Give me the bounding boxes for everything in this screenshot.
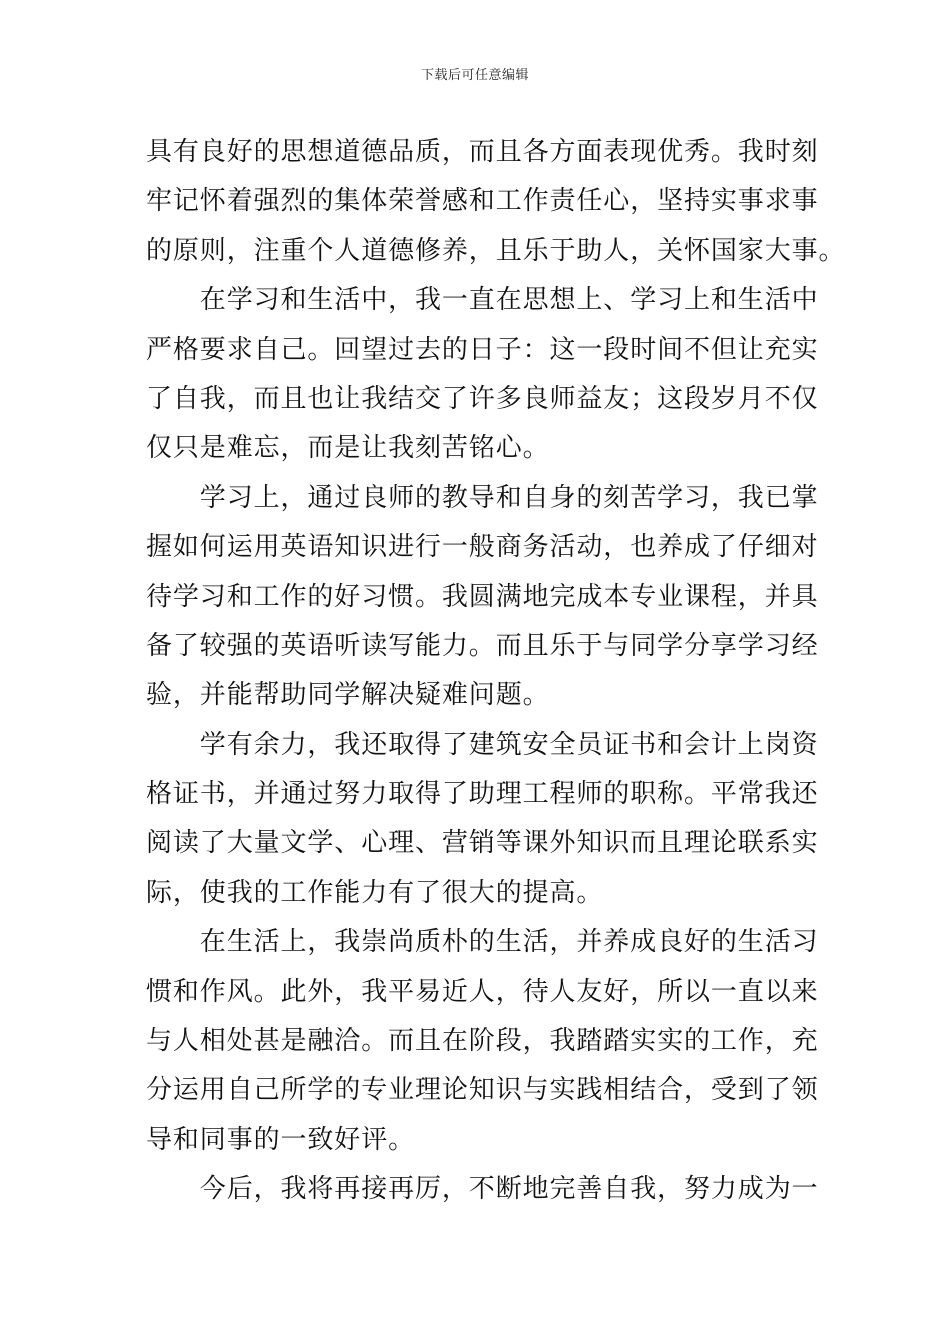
text-line: 牢记怀着强烈的集体荣誉感和工作责任心，坚持实事求事	[146, 186, 819, 217]
text-line: 在学习和生活中，我一直在思想上、学习上和生活中	[146, 285, 819, 316]
text-line: 际，使我的工作能力有了很大的提高。	[146, 877, 604, 908]
text-line: 分运用自己所学的专业理论知识与实践相结合，受到了领	[146, 1075, 819, 1106]
text-line: 格证书，并通过努力取得了助理工程师的职称。平常我还	[146, 779, 819, 810]
text-line: 阅读了大量文学、心理、营销等课外知识而且理论联系实	[146, 828, 819, 859]
text-line: 导和同事的一致好评。	[146, 1124, 416, 1155]
text-line: 仅只是难忘，而是让我刻苦铭心。	[146, 433, 550, 464]
header-note: 下载后可任意编辑	[420, 68, 529, 83]
text-line: 验，并能帮助同学解决疑难问题。	[146, 680, 550, 711]
text-line: 今后，我将再接再厉，不断地完善自我，努力成为一	[146, 1174, 819, 1205]
document-body	[146, 128, 846, 1215]
text-line: 备了较强的英语听读写能力。而且乐于与同学分享学习经	[146, 630, 819, 661]
text-line: 握如何运用英语知识进行一般商务活动，也养成了仔细对	[146, 532, 819, 563]
text-line: 与人相处甚是融洽。而且在阶段，我踏踏实实的工作，充	[146, 1026, 819, 1057]
text-line: 具有良好的思想道德品质，而且各方面表现优秀。我时刻	[146, 137, 819, 167]
text-line: 惯和作风。此外，我平易近人，待人友好，所以一直以来	[146, 976, 819, 1007]
text-line: 学习上，通过良师的教导和自身的刻苦学习，我已掌	[146, 482, 819, 513]
text-line: 在生活上，我崇尚质朴的生活，并养成良好的生活习	[146, 927, 819, 958]
text-line: 的原则，注重个人道德修养，且乐于助人，关怀国家大事。	[146, 235, 846, 266]
text-line: 待学习和工作的好习惯。我圆满地完成本专业课程，并具	[146, 581, 819, 612]
text-line: 严格要求自己。回望过去的日子：这一段时间不但让充实	[146, 334, 819, 365]
text-line: 学有余力，我还取得了建筑安全员证书和会计上岗资	[146, 729, 819, 760]
text-line: 了自我，而且也让我结交了许多良师益友；这段岁月不仅	[146, 383, 819, 414]
